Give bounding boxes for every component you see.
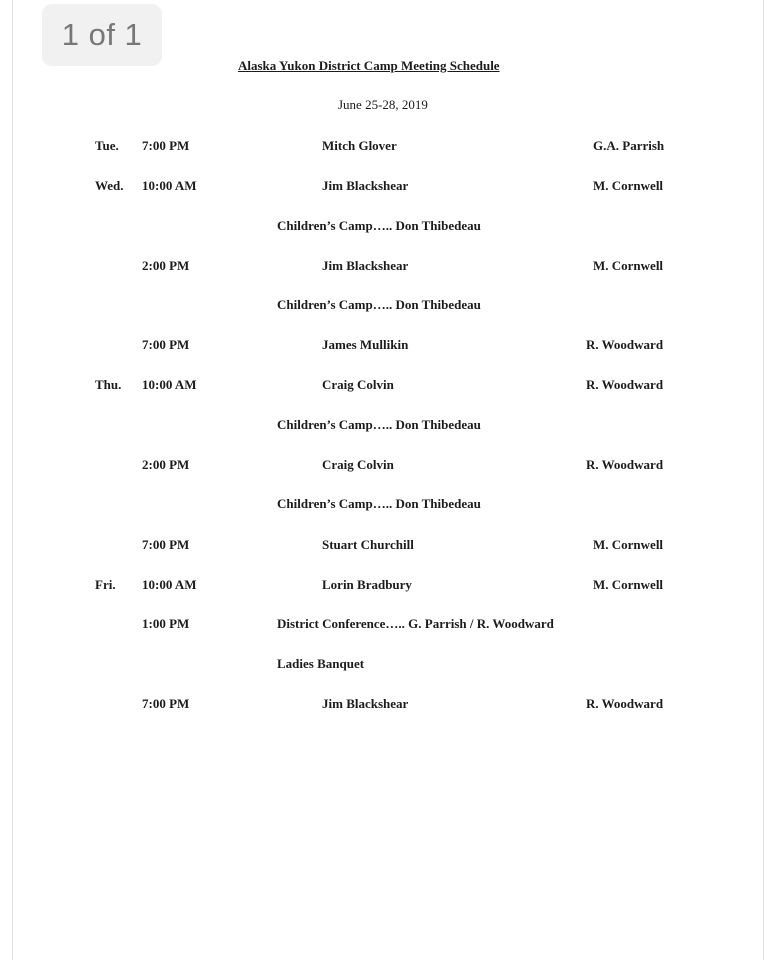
speaker-name: Craig Colvin (322, 377, 394, 392)
leader-name: R. Woodward (586, 457, 664, 472)
day-label: Tue. (95, 138, 119, 153)
schedule-dates: June 25-28, 2019 (338, 97, 428, 112)
time-label: 10:00 AM (142, 178, 197, 193)
time-label: 10:00 AM (142, 377, 197, 392)
event-note: Children’s Camp….. Don Thibedeau (277, 417, 481, 432)
speaker-name: Jim Blackshear (322, 258, 409, 273)
leader-name: G.A. Parrish (593, 138, 665, 153)
speaker-name: Stuart Churchill (322, 537, 414, 552)
time-label: 7:00 PM (142, 337, 190, 352)
time-label: 7:00 PM (142, 537, 190, 552)
schedule-title: Alaska Yukon District Camp Meeting Schedule (238, 58, 500, 73)
leader-name: M. Cornwell (593, 577, 664, 592)
time-label: 7:00 PM (142, 138, 190, 153)
time-label: 2:00 PM (142, 457, 190, 472)
leader-name: M. Cornwell (593, 537, 664, 552)
speaker-name: James Mullikin (322, 337, 409, 352)
speaker-name: Craig Colvin (322, 457, 394, 472)
time-label: 7:00 PM (142, 696, 190, 711)
speaker-name: Mitch Glover (322, 138, 397, 153)
leader-name: M. Cornwell (593, 258, 664, 273)
leader-name: M. Cornwell (593, 178, 664, 193)
event-note: Children’s Camp….. Don Thibedeau (277, 218, 481, 233)
event-note: Children’s Camp….. Don Thibedeau (277, 297, 481, 312)
time-label: 2:00 PM (142, 258, 190, 273)
leader-name: R. Woodward (586, 377, 664, 392)
event-note: Ladies Banquet (277, 656, 365, 671)
leader-name: R. Woodward (586, 337, 664, 352)
speaker-name: Lorin Bradbury (322, 577, 412, 592)
event-note: District Conference….. G. Parrish / R. Woodward (277, 616, 554, 631)
day-label: Wed. (95, 178, 124, 193)
leader-name: R. Woodward (586, 696, 664, 711)
time-label: 10:00 AM (142, 577, 197, 592)
page-indicator: 1 of 1 (42, 4, 162, 66)
event-note: Children’s Camp….. Don Thibedeau (277, 496, 481, 511)
speaker-name: Jim Blackshear (322, 696, 409, 711)
day-label: Fri. (95, 577, 116, 592)
time-label: 1:00 PM (142, 616, 190, 631)
speaker-name: Jim Blackshear (322, 178, 409, 193)
day-label: Thu. (95, 377, 122, 392)
